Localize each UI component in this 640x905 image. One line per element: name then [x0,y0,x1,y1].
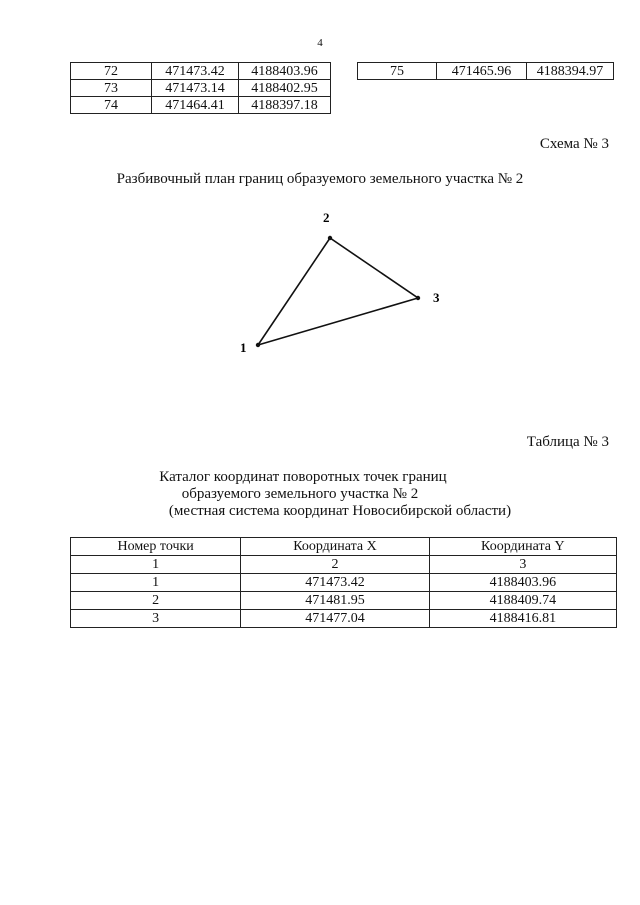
table-cell: 471477.04 [241,610,429,628]
land-plot-boundary [258,238,418,345]
table-cell: 4188403.96 [429,574,616,592]
table-header-row [71,538,617,556]
table-row [358,63,614,80]
table-cell: 1 [71,574,241,592]
table-row [71,556,617,574]
coordinate-x-cell: 471464.41 [152,97,239,114]
point-label: 1 [240,340,247,355]
table-row [71,574,617,592]
boundary-point-marker [416,296,420,300]
point-label: 3 [433,290,440,305]
top-coordinates-table-right [357,62,614,80]
coordinate-catalog-table [70,537,617,628]
coordinate-y-cell: 4188394.97 [527,63,614,80]
column-header: Координата Y [429,538,616,556]
point-number-cell: 74 [71,97,152,114]
table-cell: 4188416.81 [429,610,616,628]
table-row [71,610,617,628]
catalog-title [0,469,640,520]
catalog-title-line: Каталог координат поворотных точек границ [159,469,447,485]
boundary-plan-diagram [0,200,640,370]
table-cell: 2 [71,592,241,610]
point-number-cell: 72 [71,63,152,80]
table-cell: 3 [71,610,241,628]
table-row [71,80,331,97]
column-header: Номер точки [71,538,241,556]
point-label: 2 [323,210,330,225]
coordinate-x-cell: 471473.42 [152,63,239,80]
table-cell: 3 [429,556,616,574]
column-header: Координата X [241,538,429,556]
page-number: 4 [317,37,323,49]
catalog-title-line: образуемого земельного участка № 2 [181,486,419,502]
scheme-title: Разбивочный план границ образуемого земельного участка № 2 [116,171,524,187]
table-row [71,63,331,80]
table-cell: 1 [71,556,241,574]
top-coordinates-table-left [70,62,331,114]
table-cell: 2 [241,556,429,574]
catalog-title-line: (местная система координат Новосибирской области) [168,503,512,519]
boundary-point-marker [256,343,260,347]
coordinate-y-cell: 4188402.95 [239,80,331,97]
coordinate-y-cell: 4188403.96 [239,63,331,80]
table-cell: 471473.42 [241,574,429,592]
table-label: Таблица № 3 [526,434,609,450]
scheme-label: Схема № 3 [539,136,609,152]
point-number-cell: 73 [71,80,152,97]
coordinate-x-cell: 471473.14 [152,80,239,97]
table-cell: 471481.95 [241,592,429,610]
coordinate-x-cell: 471465.96 [437,63,527,80]
table-row [71,592,617,610]
table-cell: 4188409.74 [429,592,616,610]
point-number-cell: 75 [358,63,437,80]
coordinate-y-cell: 4188397.18 [239,97,331,114]
boundary-point-marker [328,236,332,240]
table-row [71,97,331,114]
